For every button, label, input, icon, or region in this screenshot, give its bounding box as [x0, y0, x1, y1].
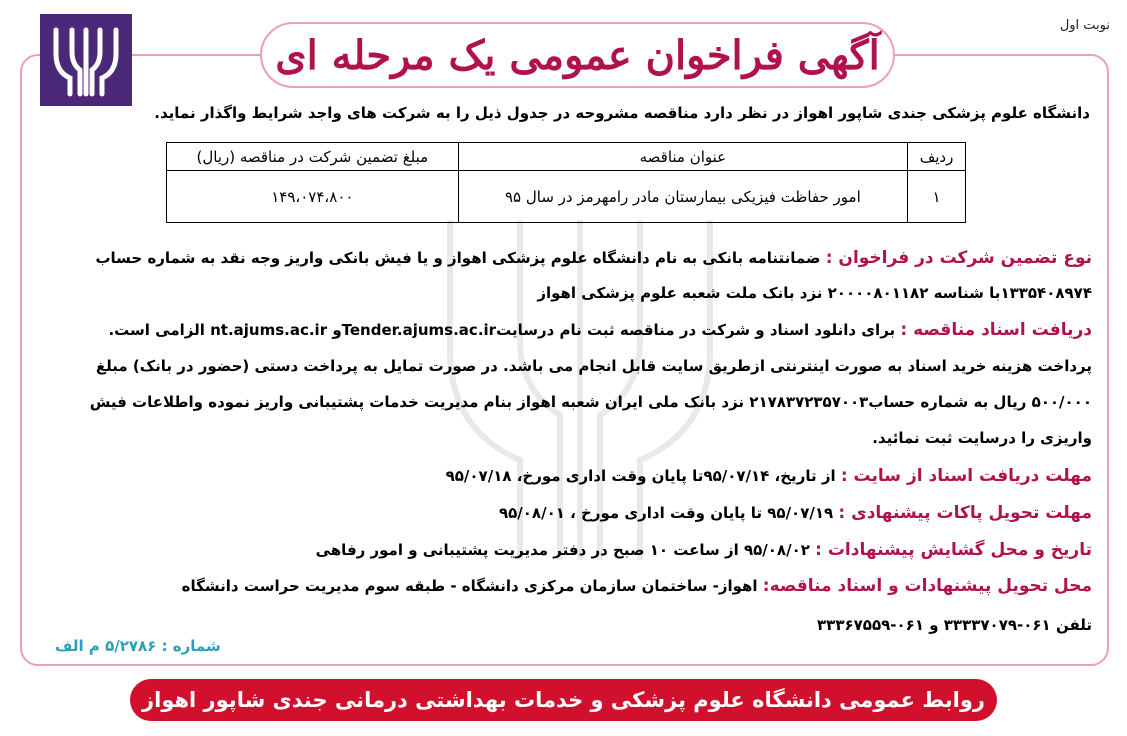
cell-row-number: ۱	[908, 171, 966, 223]
header-tender-title: عنوان مناقصه	[458, 143, 907, 171]
tender-table	[166, 142, 966, 223]
download-deadline-text: از تاریخ، ۹۵/۰۷/۱۴تا پایان وقت اداری مورخ، ۹۵/۰۷/۱۸	[445, 467, 836, 485]
cell-guarantee-amount: ۱۴۹،۰۷۴،۸۰۰	[167, 171, 459, 223]
submit-deadline-line	[499, 503, 1092, 523]
delivery-line	[182, 576, 1092, 596]
guarantee-line-1	[95, 248, 1092, 268]
documents-line-2	[96, 357, 1092, 375]
submit-deadline-label: مهلت تحویل پاکات پیشنهادی :	[838, 503, 1092, 523]
guarantee-text-2: ۱۳۳۵۴۰۸۹۷۴با شناسه ۲۰۰۰۰۸۰۱۱۸۲ نزد بانک ملت شعبه علوم پزشکی اهواز	[537, 284, 1092, 302]
university-logo-icon	[40, 14, 132, 106]
phone-line	[817, 616, 1092, 634]
documents-text-1: برای دانلود اسناد و شرکت در مناقصه ثبت نام درسایتTender.ajums.ac.irو nt.ajums.ac.ir الزامی است.	[108, 321, 896, 339]
round-label: نوبت اول	[1059, 18, 1110, 33]
guarantee-text-1: ضمانتنامه بانکی به نام دانشگاه علوم پزشکی اهواز و یا فیش بانکی واریز وجه نقد به شماره حساب	[95, 249, 821, 267]
notice-number: شماره : ۵/۲۷۸۶ م الف	[55, 637, 221, 655]
table-header-row	[167, 143, 966, 171]
guarantee-label: نوع تضمین شرکت در فراخوان :	[825, 248, 1092, 268]
documents-text-4: واریزی را درسایت ثبت نمائید.	[872, 429, 1092, 447]
cell-tender-title: امور حفاظت فیزیکی بیمارستان مادر رامهرمز در سال ۹۵	[458, 171, 907, 223]
documents-text-3: ۵۰۰/۰۰۰ ریال به شماره حساب۲۱۷۸۳۷۲۳۵۷۰۰۳ نزد بانک ملی ایران شعبه اهواز بنام مدیریت خدمات پشتیبانی واریز نموده واطلاعات فیش	[89, 393, 1092, 411]
opening-line	[316, 540, 1092, 560]
opening-label: تاریخ و محل گشایش پیشنهادات :	[815, 540, 1092, 560]
delivery-text: اهواز- ساختمان سازمان مرکزی دانشگاه - طبقه سوم مدیریت حراست دانشگاه	[181, 577, 758, 595]
download-deadline-label: مهلت دریافت اسناد از سایت :	[840, 466, 1092, 486]
submit-deadline-text: ۹۵/۰۷/۱۹ تا پایان وقت اداری مورخ ، ۹۵/۰۸/۰۱	[498, 504, 834, 522]
documents-label: دریافت اسناد مناقصه :	[900, 320, 1092, 340]
documents-text-2: پرداخت هزینه خرید اسناد به صورت اینترنتی ازطریق سایت قابل انجام می باشد. در صورت تمایل به پرداخت دستی (حضور در بانک) مبلغ	[95, 357, 1092, 375]
delivery-label: محل تحویل پیشنهادات و اسناد مناقصه:	[762, 576, 1092, 596]
opening-text: ۹۵/۰۸/۰۲ از ساعت ۱۰ صبح در دفتر مدیریت پشتیبانی و امور رفاهی	[315, 541, 810, 559]
documents-line-3	[90, 393, 1092, 411]
intro-text: دانشگاه علوم پزشکی جندی شاپور اهواز در نظر دارد مناقصه مشروحه در جدول ذیل را به شرکت های واجد شرایط واگذار نماید.	[154, 104, 1090, 122]
header-guarantee-amount: مبلغ تضمین شرکت در مناقصه (ریال)	[167, 143, 459, 171]
footer-banner: روابط عمومی دانشگاه علوم پزشکی و خدمات بهداشتی درمانی جندی شاپور اهواز	[130, 679, 997, 721]
documents-line-1	[108, 320, 1092, 340]
guarantee-line-2	[537, 284, 1092, 302]
download-deadline-line	[446, 466, 1092, 486]
documents-line-4	[872, 429, 1092, 447]
table-row	[167, 171, 966, 223]
notice-title: آگهی فراخوان عمومی یک مرحله ای	[260, 22, 895, 88]
phone-text: تلفن ۰۶۱-۳۳۳۳۷۰۷۹ و ۰۶۱-۳۳۳۶۷۵۵۹	[817, 616, 1092, 634]
header-row-number: ردیف	[908, 143, 966, 171]
